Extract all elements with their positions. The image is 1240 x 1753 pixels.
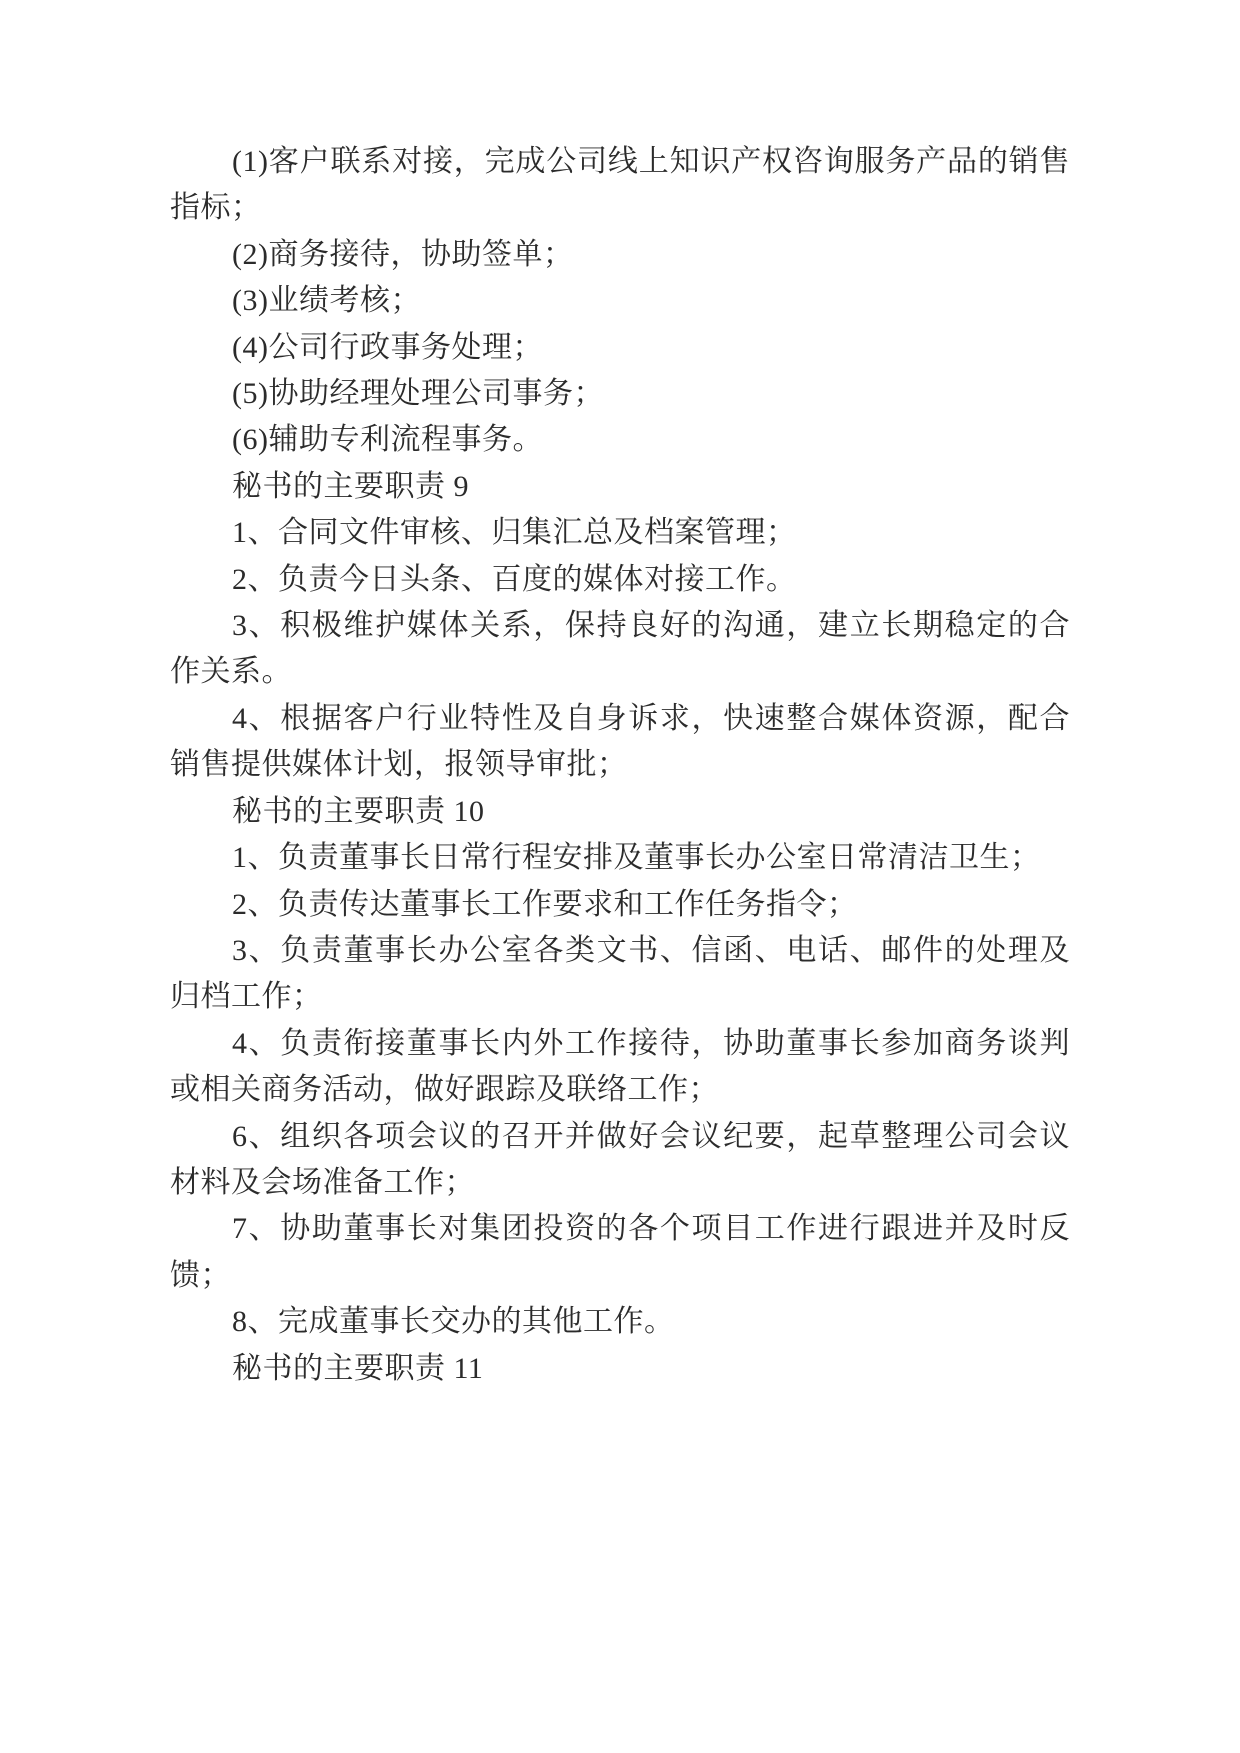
paragraph: 2、负责今日头条、百度的媒体对接工作。	[232, 562, 797, 596]
section-heading: 秘书的主要职责 10	[232, 794, 485, 828]
paragraph: (3)业绩考核；	[232, 284, 421, 318]
paragraph: (2)商务接待，协助签单；	[232, 237, 574, 271]
section-heading: 秘书的主要职责 9	[232, 469, 469, 503]
paragraph: 4、根据客户行业特性及自身诉求，快速整合媒体资源，配合销售提供媒体计划，报领导审批；	[170, 701, 1070, 782]
paragraph: 2、负责传达董事长工作要求和工作任务指令；	[232, 887, 858, 921]
paragraph: 7、协助董事长对集团投资的各个项目工作进行跟进并及时反馈；	[170, 1212, 1070, 1292]
paragraph: (5)协助经理处理公司事务；	[232, 377, 604, 411]
paragraph: 1、负责董事长日常行程安排及董事长办公室日常清洁卫生；	[232, 841, 1041, 875]
paragraph: (1)客户联系对接，完成公司线上知识产权咨询服务产品的销售指标；	[170, 145, 1070, 225]
paragraph: 3、积极维护媒体关系，保持良好的沟通，建立长期稳定的合作关系。	[170, 609, 1070, 689]
document-content	[170, 139, 1070, 1392]
paragraph: (4)公司行政事务处理；	[232, 330, 543, 364]
paragraph: 3、负责董事长办公室各类文书、信函、电话、邮件的处理及归档工作；	[170, 933, 1070, 1014]
section-heading: 秘书的主要职责 11	[232, 1351, 484, 1385]
paragraph: (6)辅助专利流程事务。	[232, 423, 543, 457]
paragraph: 6、组织各项会议的召开并做好会议纪要，起草整理公司会议材料及会场准备工作；	[170, 1119, 1070, 1199]
paragraph: 1、合同文件审核、归集汇总及档案管理；	[232, 516, 797, 550]
paragraph: 8、完成董事长交办的其他工作。	[232, 1305, 675, 1339]
paragraph: 4、负责衔接董事长内外工作接待，协助董事长参加商务谈判或相关商务活动，做好跟踪及联络工作；	[170, 1026, 1070, 1107]
